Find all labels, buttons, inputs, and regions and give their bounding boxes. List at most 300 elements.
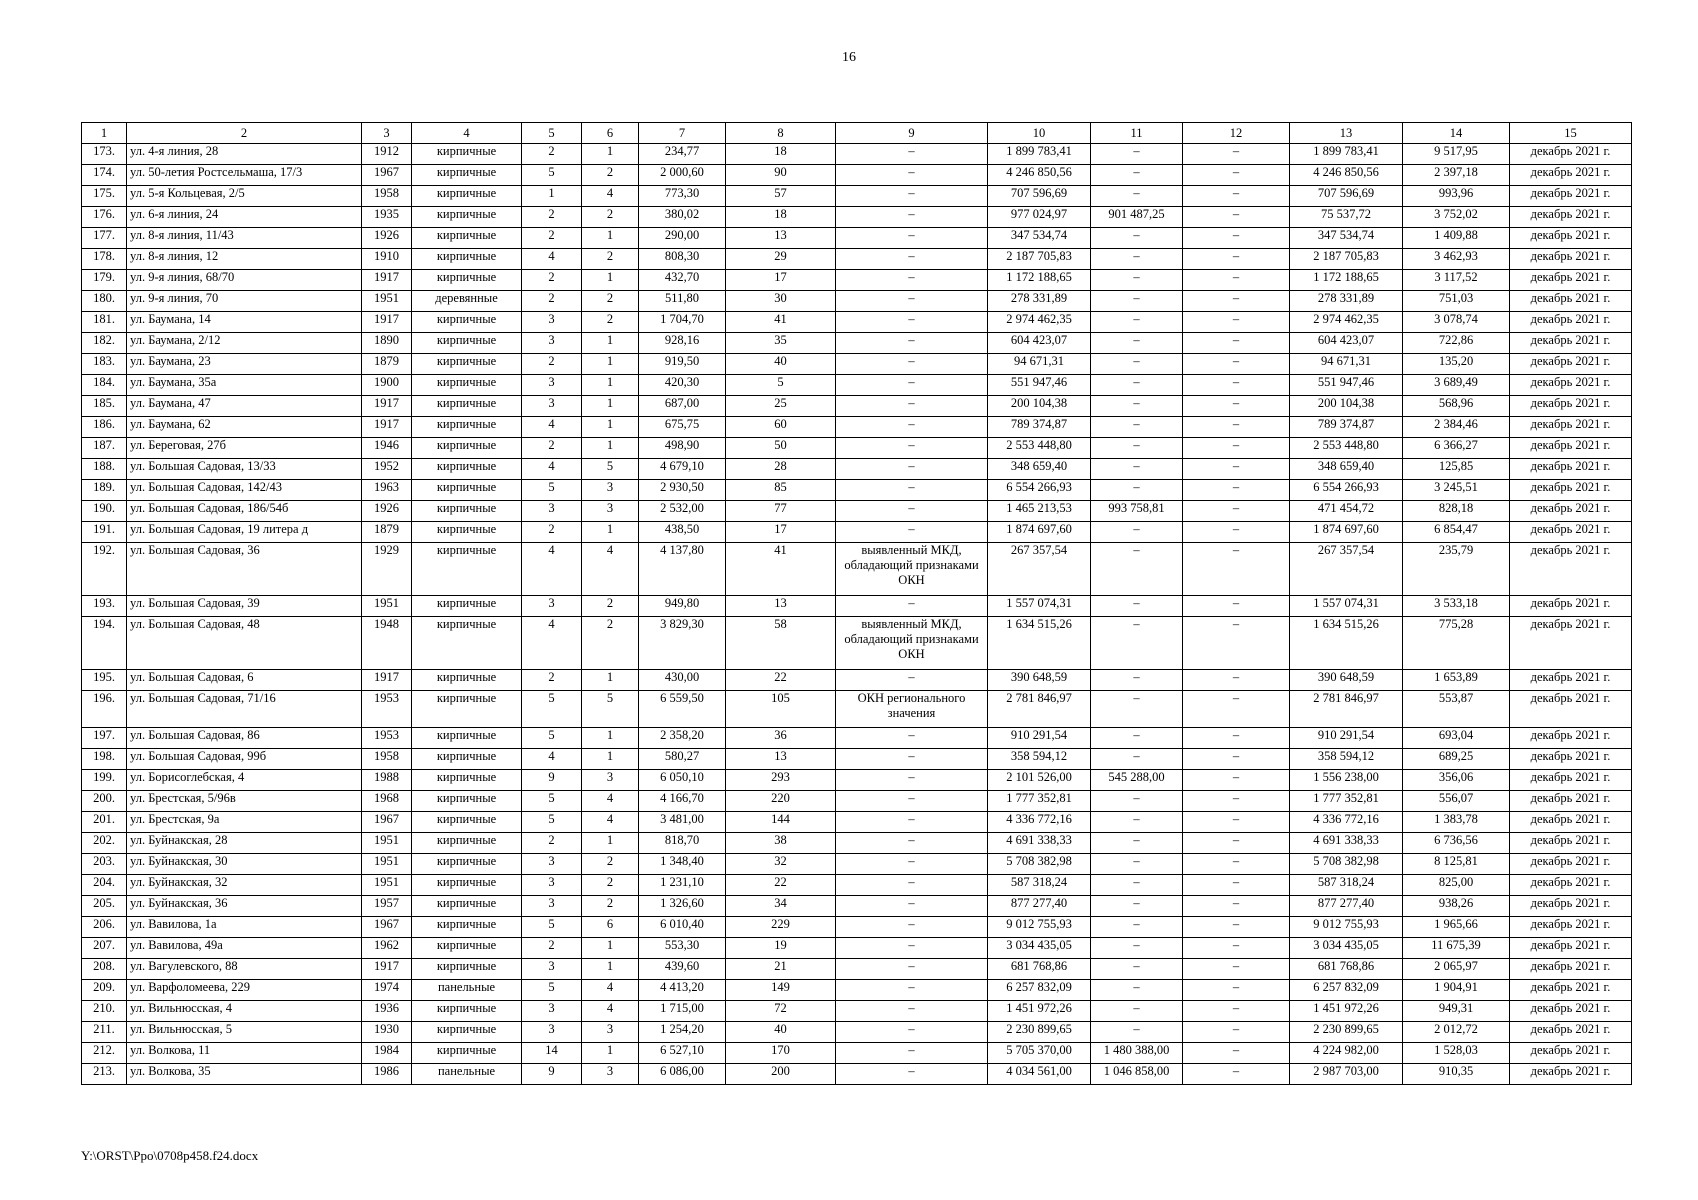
table-cell: 2 [522,522,582,543]
table-cell: 5 [582,459,639,480]
table-cell: 1 [582,833,639,854]
table-cell: 6 559,50 [639,691,726,728]
table-cell: 105 [726,691,836,728]
table-cell: 977 024,97 [988,207,1091,228]
table-cell: 1917 [362,670,412,691]
column-header: 8 [726,123,836,144]
table-row [82,854,1632,875]
table-cell: 200 [726,1064,836,1085]
table-cell: 18 [726,207,836,228]
table-cell: – [1091,144,1183,165]
table-cell: декабрь 2021 г. [1510,249,1632,270]
table-cell: 2 781 846,97 [1290,691,1403,728]
table-cell: 40 [726,1022,836,1043]
table-cell: ул. Баумана, 62 [127,417,362,438]
table-cell: 928,16 [639,333,726,354]
table-cell: 1 [582,1043,639,1064]
table-cell: 1 046 858,00 [1091,1064,1183,1085]
table-cell: 818,70 [639,833,726,854]
table-cell: декабрь 2021 г. [1510,417,1632,438]
table-cell: 1 [582,438,639,459]
table-cell: 949,31 [1403,1001,1510,1022]
table-cell: кирпичные [412,917,522,938]
table-cell: 789 374,87 [1290,417,1403,438]
table-cell: – [1183,333,1290,354]
table-cell: кирпичные [412,144,522,165]
table-cell: – [836,791,988,812]
table-cell: ул. Большая Садовая, 99б [127,749,362,770]
table-row [82,375,1632,396]
table-cell: 3 [522,501,582,522]
table-cell: декабрь 2021 г. [1510,312,1632,333]
table-cell: кирпичные [412,396,522,417]
table-cell: – [1091,875,1183,896]
table-cell: – [836,980,988,1001]
table-cell: 4 [522,543,582,596]
table-cell: 40 [726,354,836,375]
table-cell: 21 [726,959,836,980]
table-cell: 707 596,69 [1290,186,1403,207]
table-cell: 212. [82,1043,127,1064]
table-cell: 4 137,80 [639,543,726,596]
table-cell: – [1183,670,1290,691]
table-cell: – [1183,980,1290,1001]
table-cell: 2 781 846,97 [988,691,1091,728]
table-cell: 551 947,46 [988,375,1091,396]
table-cell: 5 [522,728,582,749]
table-cell: 1951 [362,291,412,312]
table-cell: 2 101 526,00 [988,770,1091,791]
table-cell: – [1091,1022,1183,1043]
column-header: 10 [988,123,1091,144]
table-cell: 4 034 561,00 [988,1064,1091,1085]
table-cell: – [836,228,988,249]
table-row [82,770,1632,791]
table-cell: 4 [522,459,582,480]
table-row [82,312,1632,333]
table-cell: 3 462,93 [1403,249,1510,270]
table-cell: – [836,959,988,980]
table-cell: – [1091,291,1183,312]
table-cell: 949,80 [639,596,726,617]
table-cell: 358 594,12 [988,749,1091,770]
table-cell: 193. [82,596,127,617]
table-cell: 187. [82,438,127,459]
table-cell: 3 533,18 [1403,596,1510,617]
table-cell: 22 [726,670,836,691]
table-cell: 553,87 [1403,691,1510,728]
table-cell: 178. [82,249,127,270]
table-cell: декабрь 2021 г. [1510,522,1632,543]
table-cell: 9 [522,770,582,791]
table-cell: – [1091,812,1183,833]
table-cell: 5 [522,165,582,186]
table-cell: 511,80 [639,291,726,312]
table-cell: – [1183,833,1290,854]
table-cell: – [1183,691,1290,728]
table-cell: 1968 [362,791,412,812]
table-cell: – [836,749,988,770]
table-cell: кирпичные [412,333,522,354]
table-cell: 5 [522,917,582,938]
table-cell: – [836,812,988,833]
table-cell: – [1091,854,1183,875]
table-cell: 2 [582,875,639,896]
table-cell: декабрь 2021 г. [1510,396,1632,417]
table-cell: 4 [582,1001,639,1022]
table-cell: 430,00 [639,670,726,691]
table-cell: декабрь 2021 г. [1510,1001,1632,1022]
table-cell: – [1183,917,1290,938]
table-cell: ул. 9-я линия, 70 [127,291,362,312]
table-cell: – [1183,207,1290,228]
table-cell: ул. Брестская, 9а [127,812,362,833]
table-cell: ул. 8-я линия, 12 [127,249,362,270]
table-cell: 1 557 074,31 [988,596,1091,617]
table-cell: 775,28 [1403,617,1510,670]
table-cell: 1917 [362,312,412,333]
table-cell: 176. [82,207,127,228]
table-cell: 229 [726,917,836,938]
table-cell: 181. [82,312,127,333]
table-row [82,228,1632,249]
table-cell: 4 224 982,00 [1290,1043,1403,1064]
table-cell: – [1183,501,1290,522]
table-cell: 2 358,20 [639,728,726,749]
table-cell: 6 [582,917,639,938]
table-cell: – [1183,1064,1290,1085]
table-cell: – [1183,522,1290,543]
table-cell: – [1183,749,1290,770]
table-cell: 3 034 435,05 [1290,938,1403,959]
table-cell: 32 [726,854,836,875]
table-cell: – [1183,812,1290,833]
table-cell: 1958 [362,749,412,770]
table-cell: – [836,1043,988,1064]
table-cell: ул. Волкова, 11 [127,1043,362,1064]
table-cell: кирпичные [412,459,522,480]
table-cell: декабрь 2021 г. [1510,291,1632,312]
table-cell: декабрь 2021 г. [1510,1022,1632,1043]
table-cell: 5 [522,812,582,833]
table-cell: декабрь 2021 г. [1510,480,1632,501]
table-cell: 1 480 388,00 [1091,1043,1183,1064]
table-cell: 28 [726,459,836,480]
table-cell: – [1091,186,1183,207]
table-cell: 390 648,59 [988,670,1091,691]
table-cell: 2 [522,438,582,459]
table-cell: 201. [82,812,127,833]
table-cell: 195. [82,670,127,691]
table-cell: 1 [582,417,639,438]
table-cell: 94 671,31 [988,354,1091,375]
table-cell: ул. Баумана, 23 [127,354,362,375]
table-cell: ул. Волкова, 35 [127,1064,362,1085]
table-cell: ОКН регионального значения [836,691,988,728]
table-cell: ул. Большая Садовая, 86 [127,728,362,749]
table-cell: – [1183,165,1290,186]
table-cell: 2 065,97 [1403,959,1510,980]
table-cell: ул. Большая Садовая, 6 [127,670,362,691]
table-cell: – [1091,896,1183,917]
table-cell: 1 326,60 [639,896,726,917]
table-cell: 751,03 [1403,291,1510,312]
table-cell: ул. Буйнакская, 32 [127,875,362,896]
table-cell: 192. [82,543,127,596]
table-cell: ул. Береговая, 27б [127,438,362,459]
table-cell: 3 [522,596,582,617]
table-cell: декабрь 2021 г. [1510,375,1632,396]
table-cell: 200 104,38 [988,396,1091,417]
table-cell: 1948 [362,617,412,670]
table-cell: декабрь 2021 г. [1510,728,1632,749]
table-cell: кирпичные [412,691,522,728]
table-cell: кирпичные [412,438,522,459]
table-cell: – [1183,938,1290,959]
table-cell: 2 [582,249,639,270]
table-row [82,596,1632,617]
table-cell: кирпичные [412,938,522,959]
table-cell: 189. [82,480,127,501]
table-cell: 1 [582,333,639,354]
table-cell: 22 [726,875,836,896]
table-cell: декабрь 2021 г. [1510,670,1632,691]
table-cell: 828,18 [1403,501,1510,522]
table-cell: 2 012,72 [1403,1022,1510,1043]
table-cell: кирпичные [412,959,522,980]
table-cell: 1 [582,270,639,291]
table-cell: 1967 [362,165,412,186]
table-cell: 2 [582,291,639,312]
table-row [82,207,1632,228]
table-cell: – [1091,959,1183,980]
table-cell: 1929 [362,543,412,596]
table-cell: 707 596,69 [988,186,1091,207]
table-cell: кирпичные [412,270,522,291]
table-cell: 278 331,89 [988,291,1091,312]
table-cell: 3 481,00 [639,812,726,833]
table-cell: 1 [582,749,639,770]
table-cell: 1 [582,396,639,417]
table-cell: 14 [522,1043,582,1064]
table-cell: 1 715,00 [639,1001,726,1022]
table-cell: 202. [82,833,127,854]
table-cell: – [1091,249,1183,270]
table-cell: 1 451 972,26 [988,1001,1091,1022]
table-cell: – [836,728,988,749]
table-row [82,1001,1632,1022]
table-cell: 910 291,54 [988,728,1091,749]
table-cell: 3 117,52 [1403,270,1510,291]
table-cell: деревянные [412,291,522,312]
table-row [82,959,1632,980]
table-cell: 1 965,66 [1403,917,1510,938]
table-cell: 3 [522,896,582,917]
table-cell: 556,07 [1403,791,1510,812]
table-cell: – [836,312,988,333]
table-cell: 1 [522,186,582,207]
table-cell: – [1091,1001,1183,1022]
table-cell: декабрь 2021 г. [1510,270,1632,291]
table-cell: 179. [82,270,127,291]
table-cell: 681 768,86 [1290,959,1403,980]
table-cell: декабрь 2021 г. [1510,186,1632,207]
table-cell: 203. [82,854,127,875]
table-cell: 6 554 266,93 [988,480,1091,501]
table-cell: – [1183,270,1290,291]
table-cell: 687,00 [639,396,726,417]
table-cell: 60 [726,417,836,438]
table-cell: 34 [726,896,836,917]
table-cell: кирпичные [412,596,522,617]
table-cell: 2 [522,270,582,291]
table-cell: 4 336 772,16 [1290,812,1403,833]
table-cell: 175. [82,186,127,207]
table-cell: 77 [726,501,836,522]
table-cell: 347 534,74 [1290,228,1403,249]
table-cell: 2 230 899,65 [988,1022,1091,1043]
table-cell: 2 [582,207,639,228]
table-cell: – [1183,417,1290,438]
table-row [82,333,1632,354]
table-cell: 3 245,51 [1403,480,1510,501]
table-cell: 4 413,20 [639,980,726,1001]
table-cell: ул. Вильнюсская, 5 [127,1022,362,1043]
table-cell: ул. 9-я линия, 68/70 [127,270,362,291]
table-cell: 356,06 [1403,770,1510,791]
table-cell: 910 291,54 [1290,728,1403,749]
table-row [82,875,1632,896]
table-cell: – [1091,833,1183,854]
table-cell: 13 [726,228,836,249]
table-cell: 1 451 972,26 [1290,1001,1403,1022]
table-cell: – [1183,728,1290,749]
table-cell: 2 230 899,65 [1290,1022,1403,1043]
table-row [82,459,1632,480]
table-cell: – [1183,480,1290,501]
table-cell: ул. Вагулевского, 88 [127,959,362,980]
table-row [82,291,1632,312]
table-cell: 13 [726,596,836,617]
table-cell: 149 [726,980,836,1001]
table-cell: – [1091,543,1183,596]
table-cell: 2 [582,854,639,875]
table-row [82,522,1632,543]
table-cell: 3 [582,1022,639,1043]
table-cell: 604 423,07 [988,333,1091,354]
table-cell: кирпичные [412,770,522,791]
table-cell: 9 [522,1064,582,1085]
table-cell: 4 336 772,16 [988,812,1091,833]
table-cell: 5 705 370,00 [988,1043,1091,1064]
table-cell: 6 050,10 [639,770,726,791]
table-cell: 1 904,91 [1403,980,1510,1001]
table-cell: ул. Вавилова, 1а [127,917,362,938]
table-cell: 180. [82,291,127,312]
table-cell: – [1091,459,1183,480]
table-cell: 1 556 238,00 [1290,770,1403,791]
table-cell: 2 000,60 [639,165,726,186]
table-cell: декабрь 2021 г. [1510,812,1632,833]
table-cell: 209. [82,980,127,1001]
table-cell: – [1091,270,1183,291]
column-header: 3 [362,123,412,144]
table-cell: выявленный МКД, обладающий признаками ОКН [836,543,988,596]
table-cell: 1967 [362,812,412,833]
table-row [82,270,1632,291]
table-cell: 4 166,70 [639,791,726,812]
table-cell: декабрь 2021 г. [1510,917,1632,938]
table-cell: – [1183,396,1290,417]
table-cell: 5 [522,791,582,812]
table-cell: 1926 [362,501,412,522]
page-number: 16 [842,50,856,65]
table-cell: – [836,917,988,938]
table-cell: ул. Баумана, 47 [127,396,362,417]
table-cell: 1 899 783,41 [988,144,1091,165]
table-cell: – [1183,459,1290,480]
table-cell: ул. Большая Садовая, 48 [127,617,362,670]
table-cell: – [1091,375,1183,396]
table-cell: кирпичные [412,833,522,854]
table-cell: 2 [522,291,582,312]
table-row [82,917,1632,938]
table-cell: декабрь 2021 г. [1510,833,1632,854]
table-cell: – [1091,228,1183,249]
table-row [82,249,1632,270]
table-cell: 2 532,00 [639,501,726,522]
table-cell: 1951 [362,833,412,854]
table-cell: 1912 [362,144,412,165]
table-cell: 1951 [362,596,412,617]
table-cell: ул. Баумана, 14 [127,312,362,333]
table-cell: 41 [726,543,836,596]
table-row [82,543,1632,596]
table-cell: 938,26 [1403,896,1510,917]
table-cell: ул. Вильнюсская, 4 [127,1001,362,1022]
table-cell: 183. [82,354,127,375]
table-cell: 1988 [362,770,412,791]
table-row [82,144,1632,165]
table-cell: 182. [82,333,127,354]
table-cell: кирпичные [412,617,522,670]
table-row [82,165,1632,186]
table-cell: – [1091,670,1183,691]
table-cell: 1 899 783,41 [1290,144,1403,165]
table-cell: кирпичные [412,417,522,438]
table-cell: – [1091,333,1183,354]
table-cell: 220 [726,791,836,812]
table-cell: 234,77 [639,144,726,165]
table-cell: декабрь 2021 г. [1510,354,1632,375]
table-cell: 4 [582,980,639,1001]
table-cell: 825,00 [1403,875,1510,896]
table-cell: 1 [582,354,639,375]
column-header: 13 [1290,123,1403,144]
table-cell: – [1091,522,1183,543]
table-cell: ул. Большая Садовая, 71/16 [127,691,362,728]
table-cell: декабрь 2021 г. [1510,959,1632,980]
table-cell: – [1183,770,1290,791]
table-cell: 2 930,50 [639,480,726,501]
table-cell: 919,50 [639,354,726,375]
table-cell: 1953 [362,728,412,749]
table-cell: 6 086,00 [639,1064,726,1085]
table-cell: – [836,770,988,791]
table-cell: 2 187 705,83 [1290,249,1403,270]
table-cell: – [1183,1043,1290,1064]
table-cell: панельные [412,1064,522,1085]
